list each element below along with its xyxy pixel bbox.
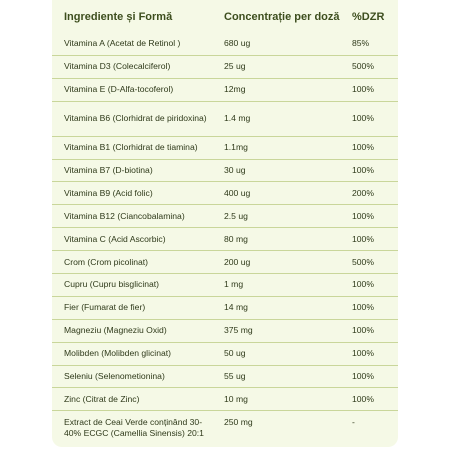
ingredient-cell: Zinc (Citrat de Zinc)	[52, 388, 212, 411]
dzr-cell: 100%	[340, 205, 398, 228]
concentration-cell: 250 mg	[212, 411, 340, 447]
concentration-cell: 50 ug	[212, 342, 340, 365]
ingredient-cell: Fier (Fumarat de fier)	[52, 296, 212, 319]
concentration-cell: 30 ug	[212, 159, 340, 182]
ingredient-cell: Molibden (Molibden glicinat)	[52, 342, 212, 365]
dzr-cell: 100%	[340, 78, 398, 101]
ingredients-table	[52, 0, 398, 447]
table-row	[52, 365, 398, 388]
table-row	[52, 33, 398, 55]
concentration-cell: 80 mg	[212, 228, 340, 251]
ingredient-cell: Cupru (Cupru bisglicinat)	[52, 274, 212, 297]
dzr-cell: -	[340, 411, 398, 447]
concentration-cell: 12mg	[212, 78, 340, 101]
table-row	[52, 274, 398, 297]
ingredient-cell: Extract de Ceai Verde conținând 30-40% ECGC (Camellia Sinensis) 20:1	[52, 411, 212, 447]
table-row	[52, 411, 398, 447]
supplement-facts-card	[52, 0, 398, 447]
concentration-cell: 680 ug	[224, 38, 251, 49]
table-row	[52, 319, 398, 342]
table-row	[52, 101, 398, 136]
dzr-cell: 100%	[340, 274, 398, 297]
table-row	[52, 388, 398, 411]
dzr-cell: 85%	[352, 38, 370, 49]
concentration-cell: 400 ug	[212, 182, 340, 205]
concentration-cell: 200 ug	[212, 251, 340, 274]
table-row	[52, 78, 398, 101]
concentration-cell: 1 mg	[212, 274, 340, 297]
concentration-cell: 55 ug	[212, 365, 340, 388]
table-row	[52, 159, 398, 182]
dzr-cell: 100%	[340, 319, 398, 342]
dzr-cell: 200%	[340, 182, 398, 205]
concentration-cell: 25 ug	[212, 55, 340, 78]
header-concentration: Concentrație per doză	[224, 10, 340, 23]
ingredient-cell: Vitamina B12 (Ciancobalamina)	[52, 205, 212, 228]
table-row	[52, 342, 398, 365]
dzr-cell: 100%	[340, 388, 398, 411]
ingredient-cell: Crom (Crom picolinat)	[52, 251, 212, 274]
dzr-cell: 100%	[340, 365, 398, 388]
concentration-cell: 2.5 ug	[212, 205, 340, 228]
ingredient-cell: Seleniu (Selenometionina)	[52, 365, 212, 388]
table-row	[52, 296, 398, 319]
dzr-cell: 100%	[340, 136, 398, 159]
ingredient-cell: Vitamina C (Acid Ascorbic)	[52, 228, 212, 251]
concentration-cell: 14 mg	[212, 296, 340, 319]
table-row	[52, 55, 398, 78]
ingredient-cell: Magneziu (Magneziu Oxid)	[52, 319, 212, 342]
dzr-cell: 100%	[340, 296, 398, 319]
dzr-cell: 100%	[340, 228, 398, 251]
ingredient-cell: Vitamina B7 (D-biotina)	[52, 159, 212, 182]
dzr-cell: 500%	[340, 55, 398, 78]
ingredient-cell: Vitamina B9 (Acid folic)	[52, 182, 212, 205]
dzr-cell: 100%	[340, 342, 398, 365]
dzr-cell: 100%	[340, 101, 398, 136]
ingredient-cell: Vitamina D3 (Colecalciferol)	[52, 55, 212, 78]
table-row	[52, 205, 398, 228]
dzr-cell: 100%	[340, 159, 398, 182]
table-row	[52, 251, 398, 274]
ingredient-cell: Vitamina E (D-Alfa-tocoferol)	[52, 78, 212, 101]
concentration-cell: 1.4 mg	[212, 101, 340, 136]
concentration-cell: 375 mg	[212, 319, 340, 342]
concentration-cell: 1.1mg	[212, 136, 340, 159]
table-row	[52, 228, 398, 251]
ingredient-cell: Vitamina B1 (Clorhidrat de tiamina)	[52, 136, 212, 159]
ingredient-cell: Vitamina B6 (Clorhidrat de piridoxina)	[52, 101, 212, 136]
table-row	[52, 136, 398, 159]
table-header-row	[52, 0, 398, 33]
header-ingredient: Ingrediente și Formă	[64, 10, 173, 23]
table-row	[52, 182, 398, 205]
header-dzr: %DZR	[352, 10, 385, 23]
dzr-cell: 500%	[340, 251, 398, 274]
ingredient-cell: Vitamina A (Acetat de Retinol )	[64, 38, 181, 49]
concentration-cell: 10 mg	[212, 388, 340, 411]
